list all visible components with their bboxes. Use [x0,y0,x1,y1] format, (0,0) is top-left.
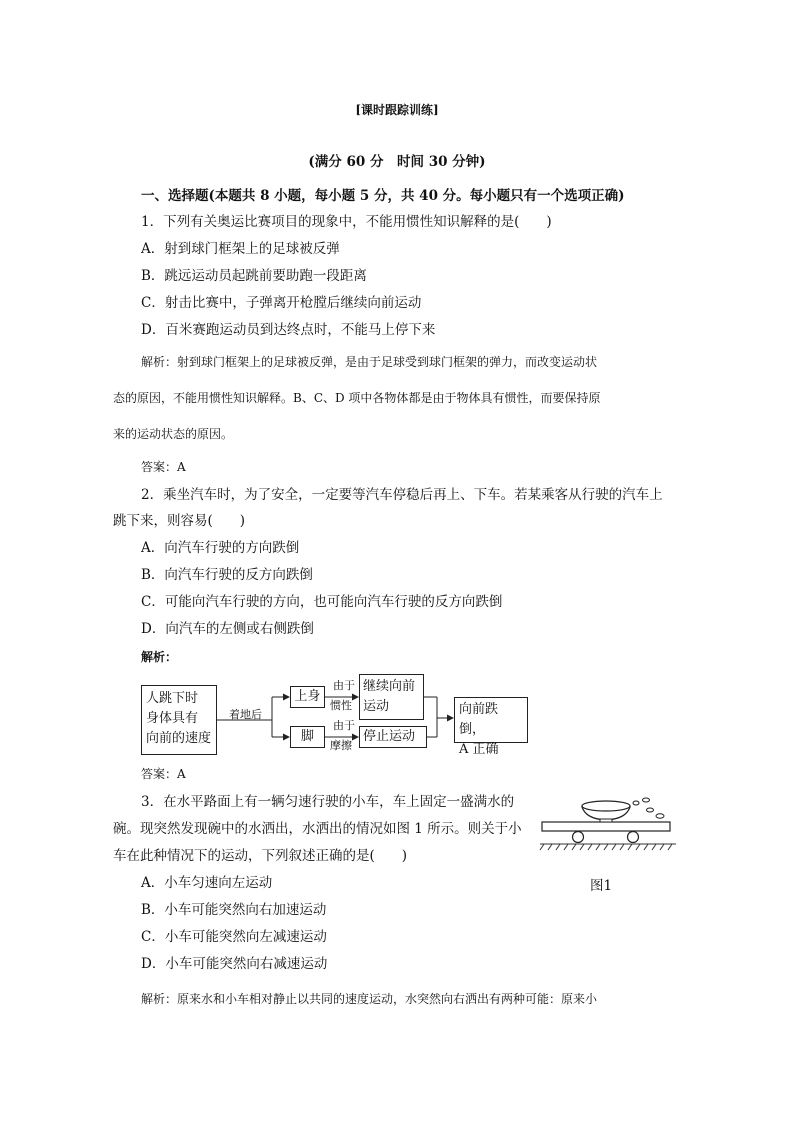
flow-foot-box: 脚 [290,726,325,748]
q2-analysis-label: 解析： [141,650,178,664]
flow-continue-box [359,674,424,720]
q2-option-d: D．向汽车的左侧或右侧跌倒 [141,621,314,637]
q1-option-b: B．跳远运动员起跳前要助跑一段距离 [141,268,367,284]
q1-analysis-line3: 来的运动状态的原因。 [113,427,234,441]
flow-stop-box: 停止运动 [359,726,427,748]
flow-continue-line2: 运动 [363,699,390,714]
flow-upper-reason-1: 由于 [333,679,355,692]
q3-option-a: A．小车匀速向左运动 [141,875,273,891]
flow-result-line1: 向前跌倒， [459,702,499,737]
q2-option-b: B．向汽车行驶的反方向跌倒 [141,567,313,583]
q3-stem-line2: 碗。现突然发现碗中的水洒出，水洒出的情况如图 1 所示。则关于小 [113,821,522,837]
ground-hatching [540,844,676,850]
figure-caption: 图1 [590,878,613,894]
flow-after-landing: 着地后 [229,708,262,721]
q1-stem: 1．下列有关奥运比赛项目的现象中，不能用惯性知识解释的是( ) [141,214,552,230]
flow-start-line1: 人跳下时 [146,691,199,706]
q2-option-c: C．可能向汽车行驶的方向，也可能向汽车行驶的反方向跌倒 [141,594,503,610]
q3-option-b: B．小车可能突然向右加速运动 [141,902,327,918]
q1-analysis-line2: 态的原因，不能用惯性知识解释。B、C、D 项中各物体都是由于物体具有惯性，而要保持原 [113,391,601,405]
q2-stem-line2: 跳下来，则容易( ) [113,513,246,529]
flow-upper-box: 上身 [290,686,325,708]
q1-option-d: D．百米赛跑运动员到达终点时，不能马上停下来 [141,322,436,338]
flow-foot-reason-2: 摩擦 [330,739,352,752]
q3-stem-line3: 车在此种情况下的运动，下列叙述正确的是( ) [113,848,408,864]
q3-option-c: C．小车可能突然向左减速运动 [141,929,327,945]
flow-start-box [141,685,217,755]
q2-stem-line1: 2．乘坐汽车时，为了安全，一定要等汽车停稳后再上、下车。若某乘客从行驶的汽车上 [141,487,663,503]
bowl [582,801,630,822]
cart-wheel-right [628,832,639,843]
q2-option-a: A．向汽车行驶的方向跌倒 [141,540,300,556]
q1-option-c: C．射击比赛中，子弹离开枪膛后继续向前运动 [141,295,422,311]
q2-answer: 答案：A [141,767,186,781]
flow-result-line2: A 正确 [459,742,499,757]
water-drops [633,798,664,818]
flow-continue-line1: 继续向前 [363,679,416,694]
cart-wheel-left [573,832,584,843]
page-subtitle: (满分 60 分 时间 30 分钟) [308,154,486,170]
page-title: [课时跟踪训练] [355,103,439,117]
section-title: 一、选择题(本题共 8 小题，每小题 5 分，共 40 分。每小题只有一个选项正确) [141,188,625,204]
flow-foot-reason-1: 由于 [333,719,355,732]
q3-analysis: 解析：原来水和小车相对静止以共同的速度运动，水突然向右洒出有两种可能：原来小 [141,992,598,1006]
flow-result-box [454,697,528,757]
q1-analysis-line1: 解析：射到球门框架上的足球被反弹，是由于足球受到球门框架的弹力，而改变运动状 [141,355,598,369]
q1-answer: 答案：A [141,460,186,474]
q3-option-d: D．小车可能突然向右减速运动 [141,956,328,972]
flow-upper-reason-2: 惯性 [330,699,352,712]
q1-option-a: A．射到球门框架上的足球被反弹 [141,241,340,257]
q3-stem-line1: 3．在水平路面上有一辆匀速行驶的小车，车上固定一盛满水的 [141,794,515,810]
figure-cart-bowl [538,792,678,854]
flow-start-line2: 身体具有 [146,711,199,726]
flow-start-line3: 向前的速度 [146,731,212,746]
cart-body [542,822,670,831]
